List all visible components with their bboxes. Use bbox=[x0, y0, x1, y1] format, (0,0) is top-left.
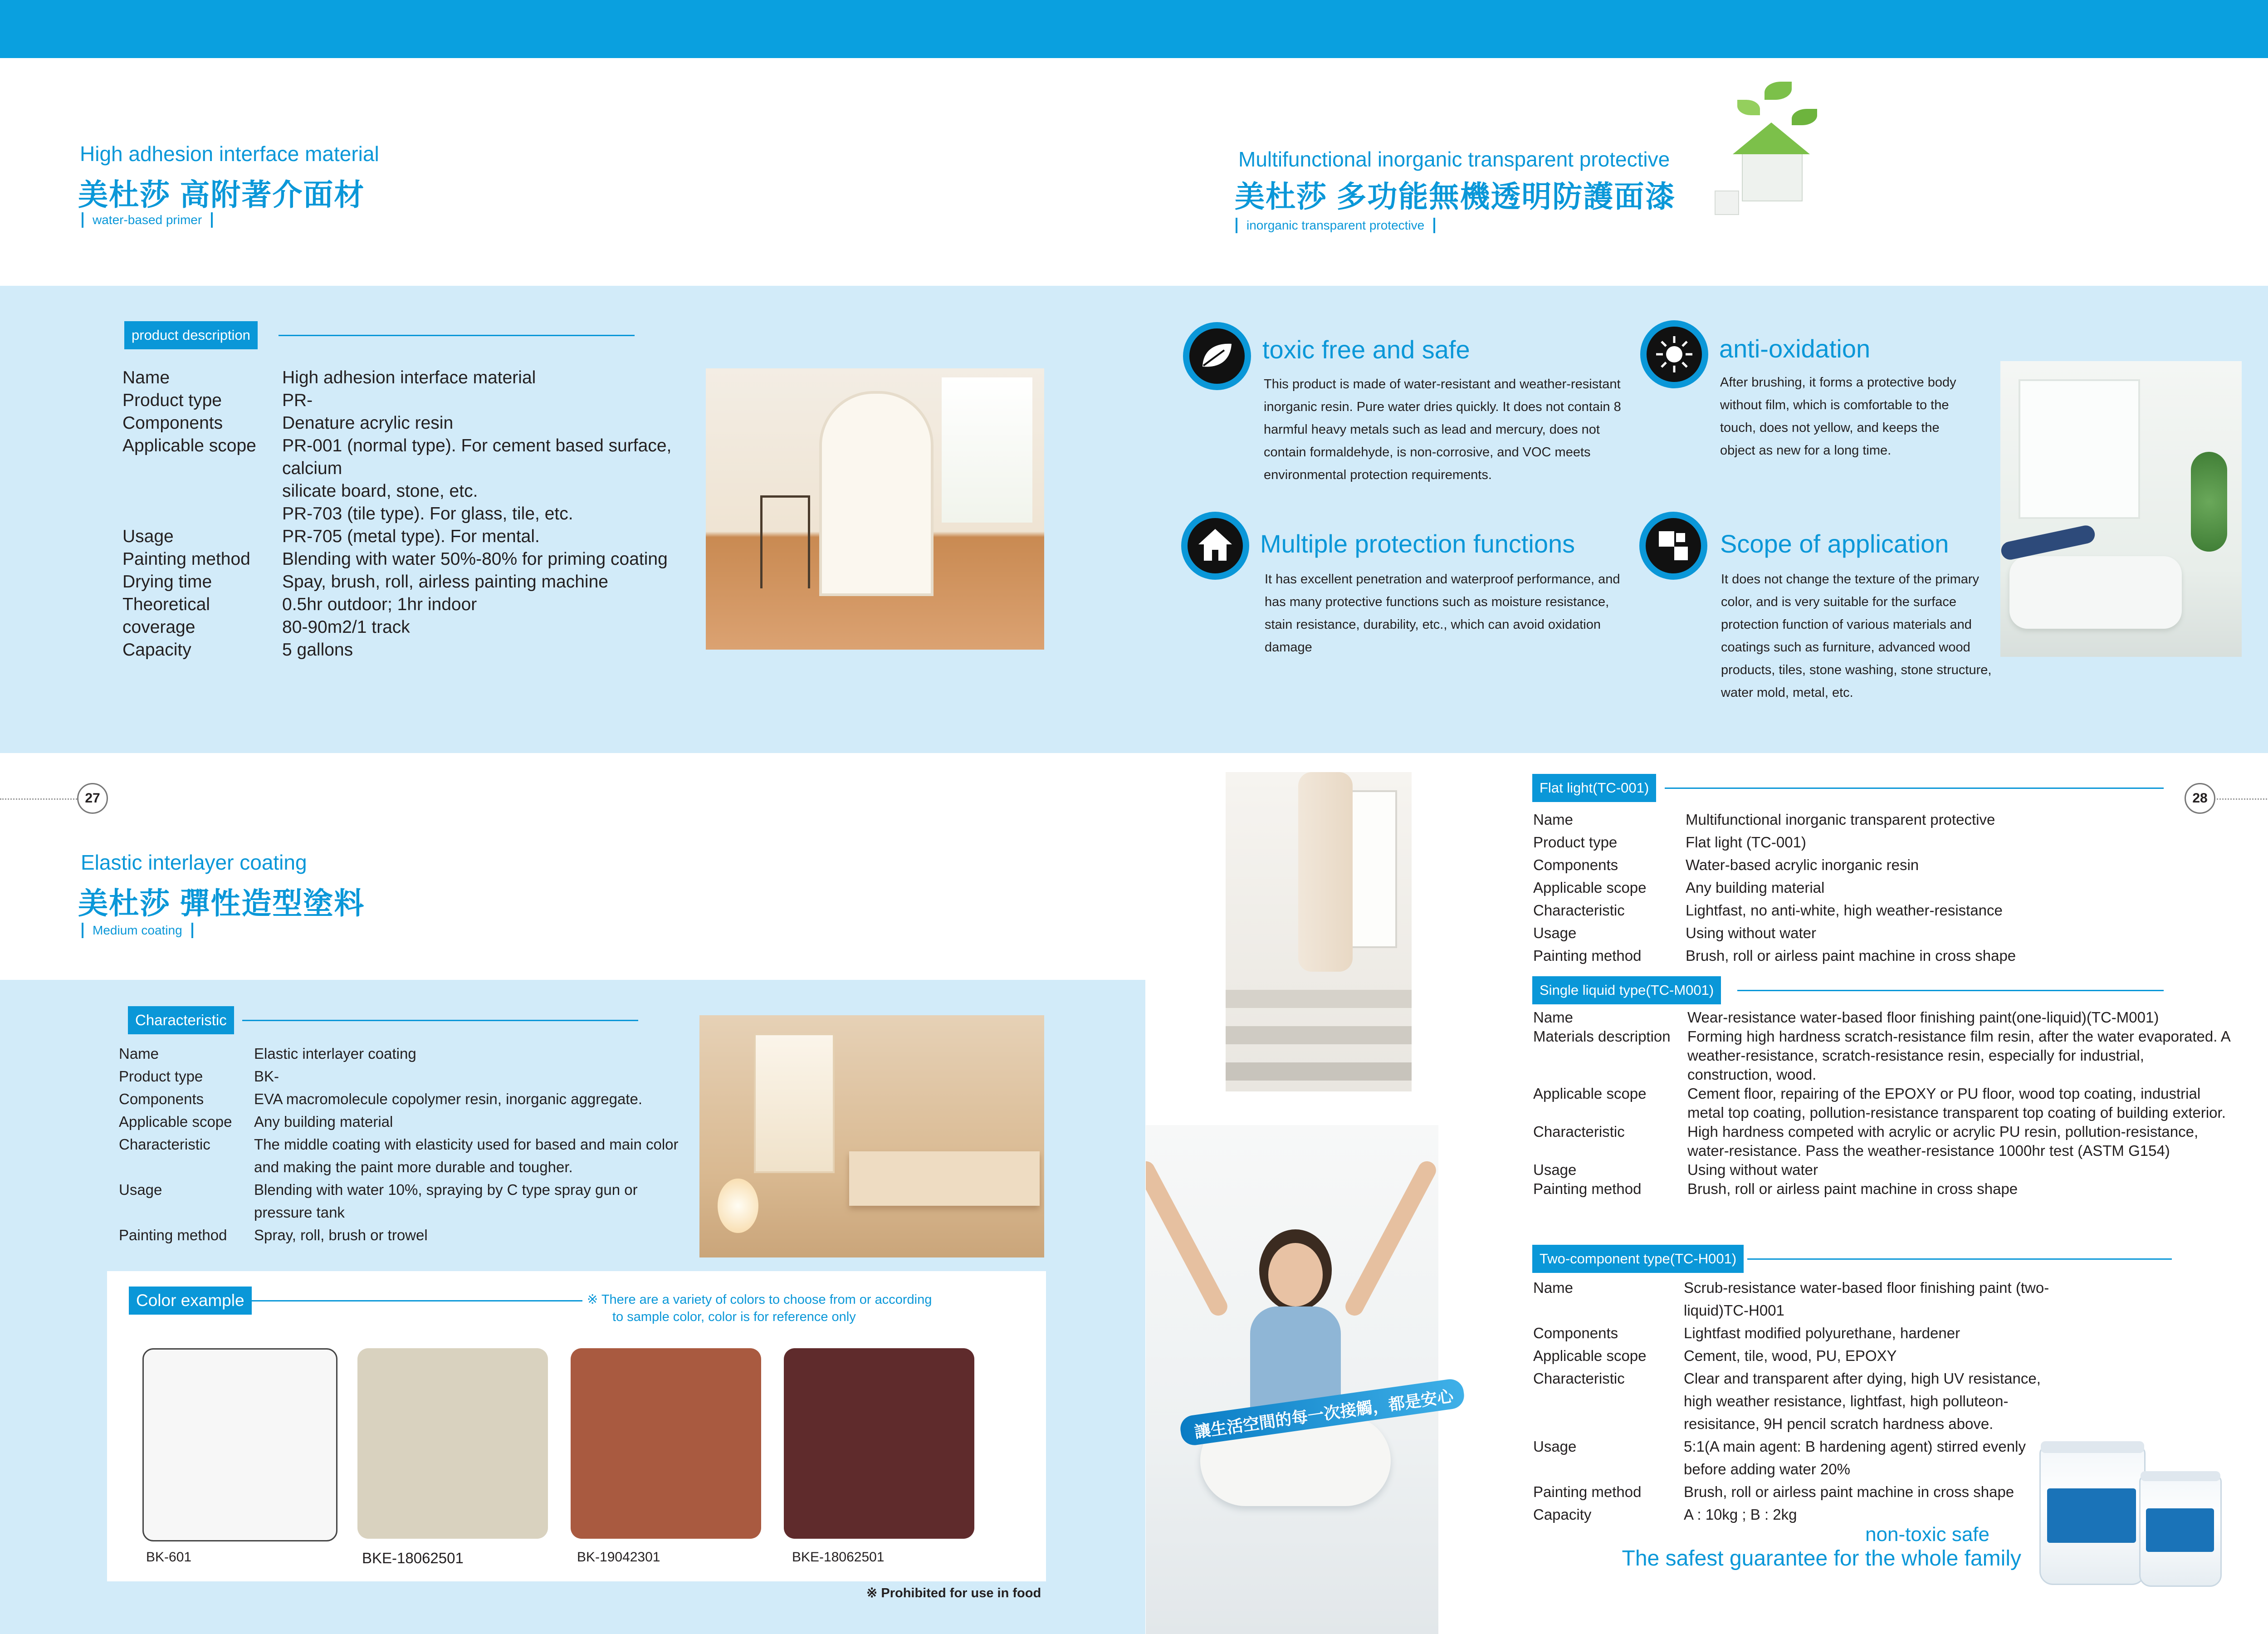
page3-tagline: Medium coating bbox=[82, 923, 193, 938]
two-component-spec bbox=[1533, 1277, 2059, 1526]
feature-body-protection: It has excellent penetration and waterproof performance, and has many protective functions such as moisture resistance, stain resistance, durability, etc., which can avoid oxidation damage bbox=[1265, 572, 1620, 655]
spec-key: Materials description bbox=[1533, 1028, 1671, 1045]
spec-row bbox=[1533, 1435, 2059, 1481]
color-example-header bbox=[129, 1287, 582, 1315]
page1-zh-title: 美杜莎 高附著介面材 bbox=[78, 178, 365, 211]
spec-row bbox=[1533, 1503, 2059, 1526]
spec-row bbox=[1533, 808, 2232, 831]
spec-key: Characteristic bbox=[1533, 1370, 1625, 1387]
slogan-line-1: non-toxic safe bbox=[1865, 1523, 1989, 1546]
spec-row bbox=[1533, 831, 2232, 854]
spec-key: Applicable scope bbox=[119, 1113, 232, 1130]
page3-en-title: Elastic interlayer coating bbox=[81, 851, 307, 874]
spec-value: High adhesion interface material bbox=[282, 368, 536, 387]
page3-dotted-line bbox=[0, 798, 77, 800]
spec-value: PR- bbox=[282, 391, 313, 410]
page1-section-label: product description bbox=[124, 321, 258, 349]
spec-row bbox=[119, 1224, 699, 1247]
spec-value: PR-001 (normal type). For cement based surface, calcium bbox=[282, 436, 672, 478]
feature-title-toxic-free: toxic free and safe bbox=[1262, 335, 1470, 364]
spec-value: High hardness competed with acrylic or acrylic PU resin, pollution-resistance, water-resistance. Pass the weather-resistance 1000hr test (ASTM G154) bbox=[1687, 1123, 2199, 1159]
spec-value: A : 10kg ; B : 2kg bbox=[1684, 1506, 1797, 1523]
spec-value: PR-703 (tile type). For glass, tile, etc. bbox=[282, 504, 573, 523]
paint-bucket-small bbox=[2139, 1475, 2222, 1587]
food-warning-note: ※ Prohibited for use in food bbox=[866, 1586, 1041, 1600]
spec-value: Water-based acrylic inorganic resin bbox=[1686, 856, 1919, 873]
spec-key: Usage bbox=[122, 527, 174, 546]
page4-dotted-line bbox=[2214, 798, 2268, 800]
spec-value: Brush, roll or airless paint machine in cross shape bbox=[1686, 947, 2016, 964]
feature-body-scope: It does not change the texture of the primary color, and is very suitable for the surface protection function of various materials and coatings such as furniture, advanced wood products, tiles, stone washing, stone structure, water mold, metal, etc. bbox=[1721, 572, 1992, 700]
sun-feature-icon bbox=[1640, 320, 1708, 388]
spec-row bbox=[1533, 922, 2232, 944]
spec-value: Flat light (TC-001) bbox=[1686, 834, 1806, 851]
color-swatch bbox=[142, 1348, 337, 1541]
spec-value: 5:1(A main agent: B hardening agent) stirred evenly before adding water 20% bbox=[1684, 1438, 2026, 1477]
spec-value: Lightfast, no anti-white, high weather-resistance bbox=[1686, 902, 2003, 919]
spec-key: Characteristic bbox=[1533, 1123, 1625, 1140]
spec-value: The middle coating with elasticity used for based and main color and making the paint more durable and tougher. bbox=[254, 1136, 679, 1175]
two-component-label: Two-component type(TC-H001) bbox=[1532, 1245, 1744, 1273]
spec-value: EVA macromolecule copolymer resin, inorganic aggregate. bbox=[254, 1091, 642, 1107]
spec-row bbox=[1533, 876, 2232, 899]
spec-key: Product type bbox=[1533, 834, 1618, 851]
single-liquid-label: Single liquid type(TC-M001) bbox=[1532, 976, 1721, 1004]
spec-row bbox=[1533, 1277, 2059, 1322]
page2-en-title: Multifunctional inorganic transparent protective bbox=[1238, 147, 1670, 171]
page4-number: 28 bbox=[2185, 783, 2215, 814]
spec-key: Components bbox=[119, 1091, 204, 1107]
feature-body-anti-oxidation: After brushing, it forms a protective body without film, which is comfortable to the touch, does not yellow, and keeps the object as new for a long time. bbox=[1720, 375, 1956, 458]
spec-value: Multifunctional inorganic transparent protective bbox=[1686, 811, 1995, 828]
spec-row bbox=[1533, 1122, 2232, 1160]
flat-light-label: Flat light(TC-001) bbox=[1532, 774, 1656, 802]
spec-key: Capacity bbox=[1533, 1506, 1592, 1523]
spec-key: Components bbox=[122, 413, 223, 433]
page3-number: 27 bbox=[77, 783, 108, 814]
spec-key: Components bbox=[1533, 856, 1618, 873]
page3-section-header bbox=[128, 1006, 638, 1034]
feature-title-protection: Multiple protection functions bbox=[1260, 529, 1575, 558]
squares-feature-icon bbox=[1639, 512, 1707, 580]
spec-row bbox=[119, 1133, 699, 1179]
flat-light-spec bbox=[1533, 808, 2232, 967]
spec-key: Painting method bbox=[119, 1227, 227, 1243]
spec-key: Components bbox=[1533, 1325, 1618, 1341]
single-liquid-header bbox=[1532, 976, 2164, 1004]
spec-value: Blending with water 10%, spraying by C type spray gun or pressure tank bbox=[254, 1181, 638, 1221]
feature-title-scope: Scope of application bbox=[1720, 529, 1949, 558]
spec-row bbox=[122, 389, 699, 412]
slogan-line-2: The safest guarantee for the whole family bbox=[1622, 1546, 2021, 1570]
spec-row bbox=[119, 1088, 699, 1111]
slogan-ribbon-text: 讓生活空間的每一次接觸，都是安心 bbox=[1193, 1386, 1455, 1442]
spec-key: Name bbox=[122, 368, 170, 387]
spec-key: Characteristic bbox=[119, 1136, 210, 1153]
spec-key bbox=[122, 480, 282, 503]
spec-row bbox=[122, 639, 699, 661]
swatch-label: BKE-18062501 bbox=[362, 1550, 464, 1566]
spec-value: Cement floor, repairing of the EPOXY or PU floor, wood top coating, industrial metal top coating, pollution-resistance transparent top coating of building exterior. bbox=[1687, 1085, 2226, 1121]
spec-row bbox=[122, 480, 699, 503]
spec-row bbox=[122, 503, 699, 525]
spec-value: Denature acrylic resin bbox=[282, 413, 454, 433]
page2-tagline: inorganic transparent protective bbox=[1236, 218, 1435, 233]
spec-key: Applicable scope bbox=[1533, 879, 1647, 896]
spec-row bbox=[1533, 1322, 2059, 1345]
spec-value: Spray, roll, brush or trowel bbox=[254, 1227, 428, 1243]
spec-value: Spay, brush, roll, airless painting machine bbox=[282, 572, 608, 592]
swatch-label: BKE-18062501 bbox=[792, 1550, 885, 1565]
color-swatch bbox=[784, 1348, 974, 1539]
spec-value: silicate board, stone, etc. bbox=[282, 481, 478, 501]
spec-key: Applicable scope bbox=[122, 436, 256, 455]
spec-value: Using without water bbox=[1687, 1161, 1818, 1178]
spec-row bbox=[1533, 1345, 2059, 1367]
spec-row bbox=[119, 1065, 699, 1088]
spec-row bbox=[122, 571, 699, 593]
spec-key: Applicable scope bbox=[1533, 1347, 1647, 1364]
page3-spec-table bbox=[119, 1042, 699, 1247]
spec-value: PR-705 (metal type). For mental. bbox=[282, 527, 540, 546]
color-swatch bbox=[571, 1348, 761, 1539]
spec-key: Usage bbox=[1533, 1161, 1577, 1178]
door-shape bbox=[819, 391, 934, 596]
spec-row bbox=[1533, 944, 2232, 967]
room-photo-lamp bbox=[699, 1015, 1044, 1257]
spec-key: Usage bbox=[1533, 925, 1577, 941]
swatch-label: BK-601 bbox=[146, 1550, 192, 1565]
spec-row bbox=[119, 1111, 699, 1133]
spec-key: Product type bbox=[122, 391, 222, 410]
flat-light-header bbox=[1532, 774, 2164, 802]
spec-row bbox=[122, 412, 699, 435]
spec-value: Forming high hardness scratch-resistance film resin, after the water evaporated. A weather-resistance, scratch-resistance resin, especially for industrial, construction, wood. bbox=[1687, 1028, 2230, 1083]
spec-row bbox=[1533, 1481, 2059, 1503]
spec-row bbox=[1533, 1008, 2232, 1027]
spec-row bbox=[1533, 899, 2232, 922]
spec-key: Product type bbox=[119, 1068, 203, 1085]
page1-tagline: water-based primer bbox=[82, 212, 213, 228]
spec-key: Name bbox=[119, 1045, 159, 1062]
spec-value: Brush, roll or airless paint machine in cross shape bbox=[1684, 1483, 2014, 1500]
swatch-label: BK-19042301 bbox=[577, 1550, 660, 1565]
spec-row bbox=[122, 616, 699, 639]
spec-value: Brush, roll or airless paint machine in cross shape bbox=[1687, 1180, 2018, 1197]
window-light bbox=[942, 377, 1032, 523]
page3-section-label: Characteristic bbox=[128, 1006, 234, 1034]
color-note-line-1: ※ There are a variety of colors to choose from or according bbox=[587, 1292, 932, 1307]
spec-row bbox=[1533, 1027, 2232, 1084]
spec-row bbox=[122, 593, 699, 616]
spec-value: Elastic interlayer coating bbox=[254, 1045, 416, 1062]
spec-value: Scrub-resistance water-based floor finishing paint (two-liquid)TC-H001 bbox=[1684, 1279, 2049, 1319]
spec-key: Applicable scope bbox=[1533, 1085, 1647, 1102]
spec-key: Usage bbox=[1533, 1438, 1577, 1455]
spec-key: Characteristic bbox=[1533, 902, 1625, 919]
spec-key bbox=[122, 503, 282, 525]
spec-value: Using without water bbox=[1686, 925, 1816, 941]
top-bar bbox=[0, 0, 2268, 58]
page1-en-title: High adhesion interface material bbox=[80, 142, 379, 166]
page2-zh-title: 美杜莎 多功能無機透明防護面漆 bbox=[1235, 180, 1676, 213]
spec-key: Name bbox=[1533, 811, 1574, 828]
stairs-photo bbox=[1226, 772, 1412, 1091]
spec-value: Clear and transparent after dying, high UV resistance, high weather resistance, lightfast, high polluteon-resisitance, 9H pencil scratch hardness above. bbox=[1684, 1370, 2041, 1432]
spec-value: Cement, tile, wood, PU, EPOXY bbox=[1684, 1347, 1897, 1364]
house-logo-icon bbox=[1710, 82, 1833, 231]
spec-value: BK- bbox=[254, 1068, 279, 1085]
spec-row bbox=[122, 435, 699, 480]
spec-key: Usage bbox=[119, 1181, 162, 1198]
spec-row bbox=[1533, 1160, 2232, 1179]
spec-value: Wear-resistance water-based floor finishing paint(one-liquid)(TC-M001) bbox=[1687, 1009, 2159, 1026]
spec-key: Painting method bbox=[1533, 947, 1642, 964]
spec-key: Drying time bbox=[122, 572, 212, 592]
spec-row bbox=[1533, 854, 2232, 876]
feature-body-toxic-free: This product is made of water-resistant and weather-resistant inorganic resin. Pure water dries quickly. It does not contain 8 harmful heavy metals such as lead and mercury, does not contain formaldehyde, is non-corrosive, and VOC meets environmental protection requirements. bbox=[1264, 377, 1621, 482]
color-swatch bbox=[357, 1348, 548, 1539]
house-feature-icon bbox=[1181, 512, 1249, 580]
spec-key: Capacity bbox=[122, 640, 191, 660]
spec-row bbox=[119, 1042, 699, 1065]
spec-row bbox=[119, 1179, 699, 1224]
spec-row bbox=[1533, 1179, 2232, 1199]
spec-value: Any building material bbox=[254, 1113, 393, 1130]
spec-value: 0.5hr outdoor; 1hr indoor bbox=[282, 595, 477, 614]
woman-stretching-photo bbox=[1146, 1125, 1438, 1634]
spec-key: Name bbox=[1533, 1009, 1574, 1026]
spec-value: 5 gallons bbox=[282, 640, 353, 660]
spec-value: Any building material bbox=[1686, 879, 1825, 896]
two-component-header bbox=[1532, 1245, 2172, 1273]
spec-row bbox=[122, 525, 699, 548]
spec-key: Painting method bbox=[1533, 1483, 1642, 1500]
spec-value: 80-90m2/1 track bbox=[282, 617, 410, 637]
paint-bucket-large bbox=[2039, 1446, 2146, 1585]
chair-shape bbox=[760, 495, 810, 588]
color-note bbox=[587, 1291, 932, 1326]
page1-spec-table bbox=[122, 367, 699, 661]
room-photo-sofa bbox=[2000, 361, 2242, 657]
single-liquid-spec bbox=[1533, 1008, 2232, 1199]
color-example-label: Color example bbox=[129, 1287, 252, 1315]
spec-row bbox=[1533, 1367, 2059, 1435]
spec-key: Painting method bbox=[1533, 1180, 1642, 1197]
spec-key: Theoretical bbox=[122, 595, 210, 614]
room-photo-door bbox=[706, 368, 1044, 650]
spec-key: Name bbox=[1533, 1279, 1574, 1296]
spec-value: Lightfast modified polyurethane, hardener bbox=[1684, 1325, 1960, 1341]
spec-key: coverage bbox=[122, 617, 196, 637]
spec-key: Painting method bbox=[122, 549, 250, 569]
page1-section-header bbox=[124, 321, 635, 349]
spec-row bbox=[122, 367, 699, 389]
feature-title-anti-oxidation: anti-oxidation bbox=[1719, 334, 1871, 363]
spec-value: Blending with water 50%-80% for priming coating bbox=[282, 549, 668, 569]
spec-row bbox=[122, 548, 699, 571]
page3-zh-title: 美杜莎 彈性造型塗料 bbox=[78, 886, 365, 920]
spec-row bbox=[1533, 1084, 2232, 1122]
leaf-feature-icon bbox=[1183, 322, 1251, 390]
color-note-line-2: to sample color, color is for reference only bbox=[612, 1310, 856, 1324]
